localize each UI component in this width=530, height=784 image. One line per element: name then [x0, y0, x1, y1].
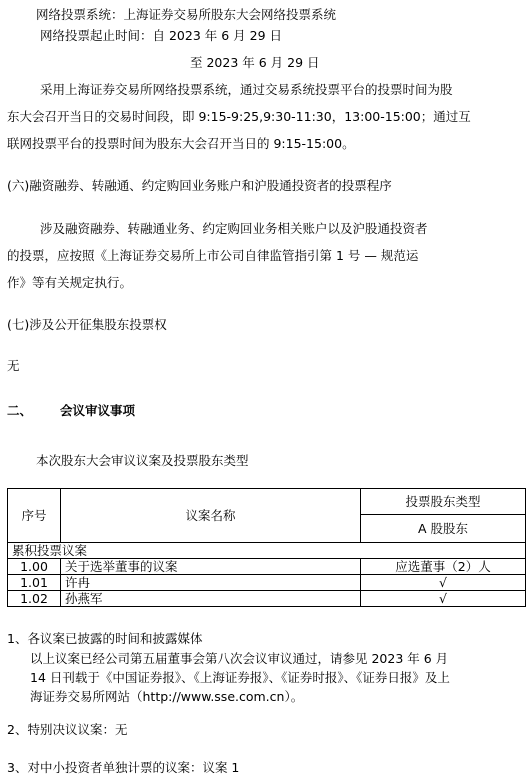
table-row: [8, 575, 526, 591]
table-group-label: 累积投票议案: [8, 543, 526, 559]
row-value: √: [361, 575, 526, 591]
section-2-title: 会议审议事项: [60, 403, 136, 418]
voting-time-paragraph-line: 采用上海证券交易所网络投票系统，通过交易系统投票平台的投票时间为股: [40, 82, 453, 97]
note-2: 2、特别决议议案：无: [7, 722, 128, 737]
section-6-body-line: 作》等有关规定执行。: [7, 275, 133, 290]
col-header-a-share: A 股股东: [361, 515, 526, 543]
row-name: 孙燕军: [61, 591, 361, 607]
voting-time-paragraph-line: 东大会召开当日的交易时间段，即 9:15-9:25,9:30-11:30，13:00-15:00；通过互: [7, 109, 471, 124]
table-row: [8, 559, 526, 575]
row-seq: 1.01: [8, 575, 61, 591]
note-1-body-line: 海证券交易所网站（http://www.sse.com.cn）。: [30, 689, 304, 704]
note-3: 3、对中小投资者单独计票的议案：议案 1: [7, 760, 240, 775]
col-header-seq: 序号: [8, 489, 61, 543]
voting-time-paragraph-line: 联网投票平台的投票时间为股东大会召开当日的 9:15-15:00。: [7, 136, 355, 151]
note-1-body-line: 14 日刊载于《中国证券报》、《上海证券报》、《证券时报》、《证券日报》及上: [30, 670, 450, 685]
voting-period-start: 网络投票起止时间：自 2023 年 6 月 29 日: [40, 28, 283, 43]
section-7-heading: (七)涉及公开征集股东投票权: [7, 317, 167, 332]
table-row: [8, 591, 526, 607]
section-2-number: 二、: [7, 403, 33, 418]
row-value: 应选董事（2）人: [361, 559, 526, 575]
col-header-name: 议案名称: [61, 489, 361, 543]
note-1-label: 1、各议案已披露的时间和披露媒体: [7, 631, 203, 646]
section-6-body-line: 涉及融资融券、转融通业务、约定购回业务相关账户以及沪股通投资者: [40, 221, 428, 236]
note-1-body-line: 以上议案已经公司第五届董事会第八次会议审议通过，请参见 2023 年 6 月: [30, 651, 449, 666]
row-seq: 1.00: [8, 559, 61, 575]
voting-period-end: 至 2023 年 6 月 29 日: [190, 55, 320, 70]
voting-system-line: 网络投票系统：上海证券交易所股东大会网络投票系统: [36, 7, 337, 22]
row-value: √: [361, 591, 526, 607]
motions-table: [7, 488, 526, 607]
section-2-intro: 本次股东大会审议议案及投票股东类型: [36, 453, 249, 468]
row-name: 许冉: [61, 575, 361, 591]
col-header-vote-type: 投票股东类型: [361, 489, 526, 515]
row-name: 关于选举董事的议案: [61, 559, 361, 575]
section-6-body-line: 的投票，应按照《上海证券交易所上市公司自律监管指引第 1 号 — 规范运: [7, 248, 419, 263]
section-7-body: 无: [7, 358, 20, 373]
row-seq: 1.02: [8, 591, 61, 607]
section-6-heading: (六)融资融券、转融通、约定购回业务账户和沪股通投资者的投票程序: [7, 178, 392, 193]
